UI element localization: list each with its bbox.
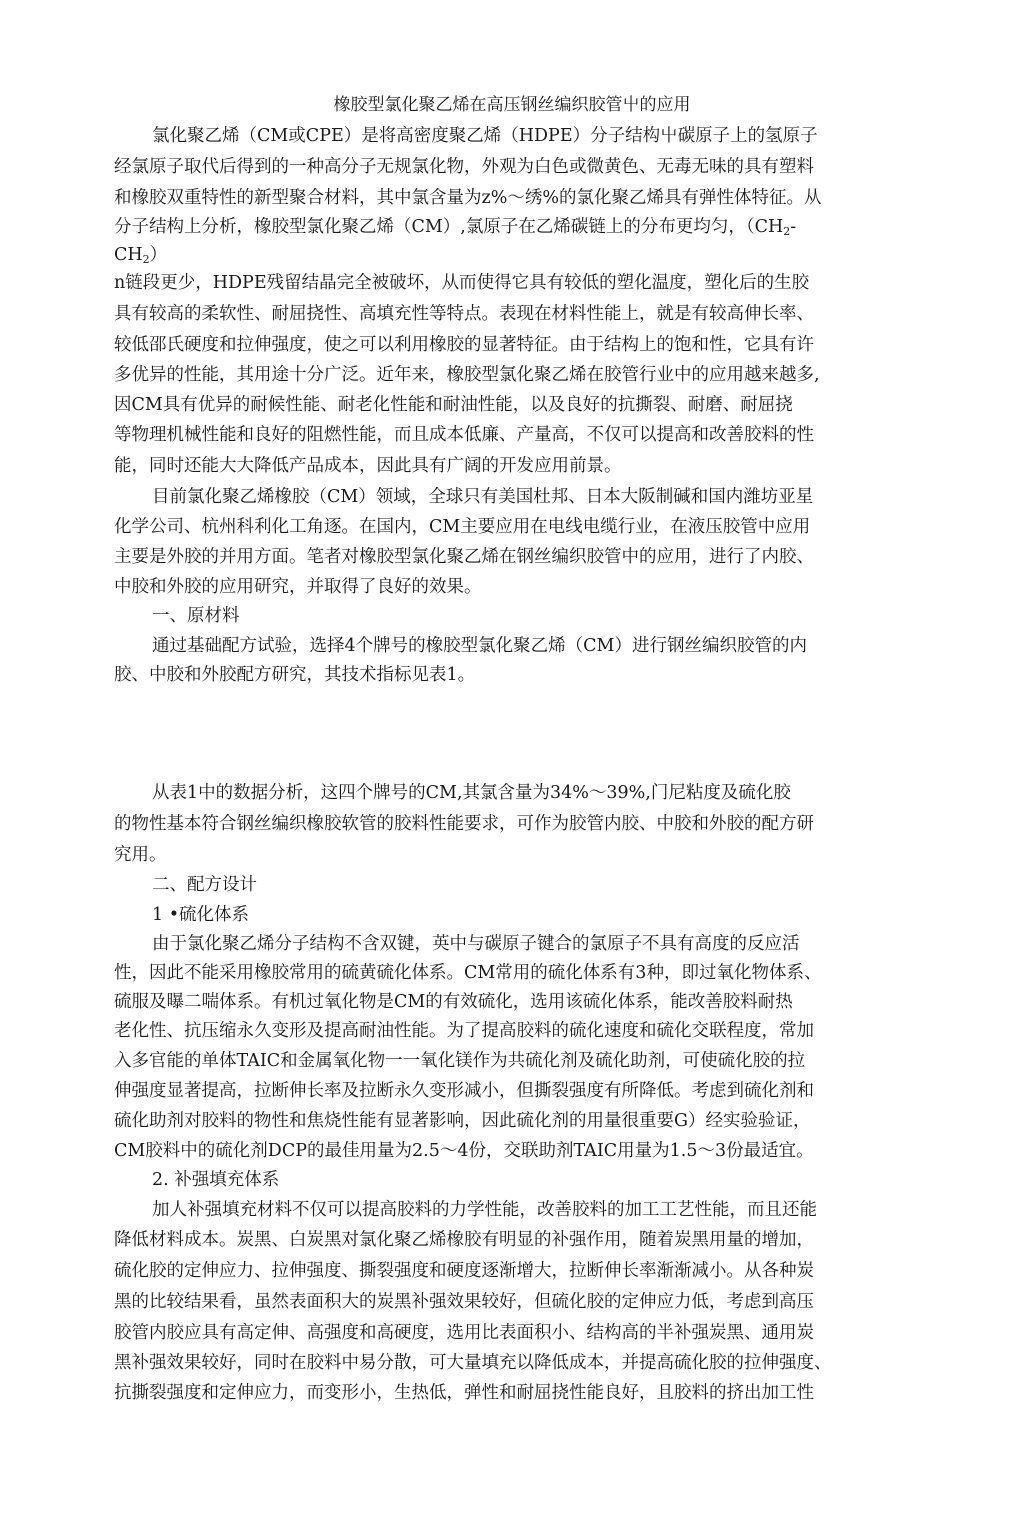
text-line: 主要是外胶的并用方面。笔者对橡胶型氯化聚乙烯在钢丝编织胶管中的应用，进行了内胶、	[114, 547, 814, 567]
text-line: 经氯原子取代后得到的一种高分子无规氯化物，外观为白色或微黄色、无毒无味的具有塑料	[114, 157, 814, 177]
text-line: 和橡胶双重特性的新型聚合材料，其中氯含量为z%～绣%的氯化聚乙烯具有弹性体特征。从	[114, 188, 822, 208]
section-heading: 一、原材料	[152, 606, 240, 626]
text-line: CM胶料中的硫化剂DCP的最佳用量为2.5～4份，交联助剂TAIC用量为1.5～3份最适宜。	[114, 1141, 814, 1161]
text-line: 能，同时还能大大降低产品成本，因此具有广阔的开发应用前景。	[114, 456, 622, 476]
subsection-heading: 2. 补强填充体系	[152, 1170, 280, 1190]
text-line: 氯化聚乙烯（CM或CPE）是将高密度聚乙烯（HDPE）分子结构屮碳原子上的氢原子	[152, 126, 818, 146]
text-line: 加人补强填充材料不仅可以提高胶料的力学性能，改善胶料的加工工艺性能，而且还能	[152, 1200, 817, 1220]
text-line: 老化性、抗压缩永久变形及提高耐油性能。为了提高胶料的硫化速度和硫化交联程度，常加	[114, 1021, 814, 1041]
subscript: 2	[142, 253, 150, 266]
section-heading: 二、配方设计	[152, 875, 257, 895]
text-line: 分子结构上分析，橡胶型氯化聚乙烯（CM）,氯原子在乙烯碳链上的分布更均匀，（$CH_2-$	[114, 217, 797, 238]
text-line: 伸强度显著提高，拉断伸长率及拉断永久变形减小，但撕裂强度有所降低。考虑到硫化剂和	[114, 1081, 814, 1101]
text-line: 硫化胶的定伸应力、拉伸强度、撕裂强度和硬度逐渐增大，拉断伸长率渐渐减小。从各种炭	[114, 1261, 814, 1281]
text-line: 多优异的性能，其用途十分广泛。近年来，橡胶型氯化聚乙烯在胶管行业中的应用越来越多,	[114, 365, 820, 385]
text-line: 具有较高的柔软性、耐屈挠性、高填充性等特点。表现在材料性能上，就是有较高伸长率、	[114, 304, 814, 324]
text-line: 的物性基本符合钢丝编织橡胶软管的胶料性能要求，可作为胶管内胶、中胶和外胶的配方研	[114, 814, 814, 834]
text-line: $CH_2$）	[114, 245, 168, 266]
text-line: 化学公司、杭州科利化工角逐。在国内，CM主要应用在电线电缆行业，在液压胶管中应用	[114, 517, 811, 537]
text-line: 从表1中的数据分析，这四个牌号的CM,其氯含量为34%～39%,门尼粘度及硫化胶	[152, 783, 791, 803]
text-line: 通过基础配方试验，选择4个牌号的橡胶型氯化聚乙烯（CM）进行钢丝编织胶管的内	[152, 636, 807, 656]
text-line: 较低邵氏硬度和拉伸强度，使之可以利用橡胶的显著特征。由于结构上的饱和性，它具有许	[114, 335, 814, 355]
subsection-heading: 1 •硫化体系	[152, 905, 250, 925]
text-line: 硫服及曝二喘体系。有机过氧化物是CM的有效硫化，选用该硫化体系，能改善胶料耐热	[114, 992, 793, 1012]
text-line: 胶、中胶和外胶配方研究，其技术指标见表1。	[114, 665, 476, 685]
text-line: 目前氯化聚乙烯橡胶（CM）领域，全球只有美国杜邦、日本大阪制碱和国内潍坊亚星	[152, 487, 814, 507]
text-line: 黑补强效果较好，同时在胶料中易分散，可大量填充以降低成本，并提高硫化胶的拉伸强度、	[114, 1353, 832, 1373]
text-line: 性，因此不能采用橡胶常用的硫黄硫化体系。CM常用的硫化体系有3种，即过氧化物体系、	[114, 963, 822, 983]
text-line: n链段更少，HDPE残留结晶完全被破坏，从而使得它具有较低的塑化温度，塑化后的生胶	[114, 273, 810, 293]
text-line: 降低材料成本。炭黑、白炭黑对氯化聚乙烯橡胶有明显的补强作用，随着炭黑用量的增加，	[114, 1230, 814, 1250]
text-line: 由于氯化聚乙烯分子结构不含双键，英中与碳原子键合的氯原子不具有高度的反应活	[152, 934, 800, 954]
text-line: 硫化助剂对胶料的物性和焦烧性能有显著影响，因此硫化剂的用量很重要G）经实验验证，	[114, 1111, 811, 1131]
text-line: 胶管内胶应具有高定伸、高强度和高硬度，选用比表面积小、结构高的半补强炭黑、通用炭	[114, 1323, 814, 1343]
text-line: 因CM具有优异的耐候性能、耐老化性能和耐油性能，以及良好的抗撕裂、耐磨、耐屈挠	[114, 395, 793, 415]
document-title: 橡胶型氯化聚乙烯在高压钢丝编织胶管屮的应用	[333, 95, 691, 115]
text-line: 抗撕裂强度和定伸应力，而变形小，生热低，弹性和耐屈挠性能良好，且胶料的挤出加工性	[114, 1383, 814, 1403]
text-line: 等物理机械性能和良好的阻燃性能，而且成本低廉、产量高，不仅可以提高和改善胶料的性	[114, 425, 814, 445]
text-line: 中胶和外胶的应用研究，并取得了良好的效果。	[114, 577, 482, 597]
subscript: 2	[783, 225, 791, 238]
text-line: 黑的比较结果看，虽然表面积大的炭黑补强效果较好，但硫化胶的定伸应力低，考虑到高压	[114, 1292, 814, 1312]
text-line: 入多官能的单体TAIC和金属氧化物一一氧化镁作为共硫化剂及硫化助剂，可使硫化胶的拉	[114, 1051, 806, 1071]
text-line: 究用。	[114, 845, 167, 865]
